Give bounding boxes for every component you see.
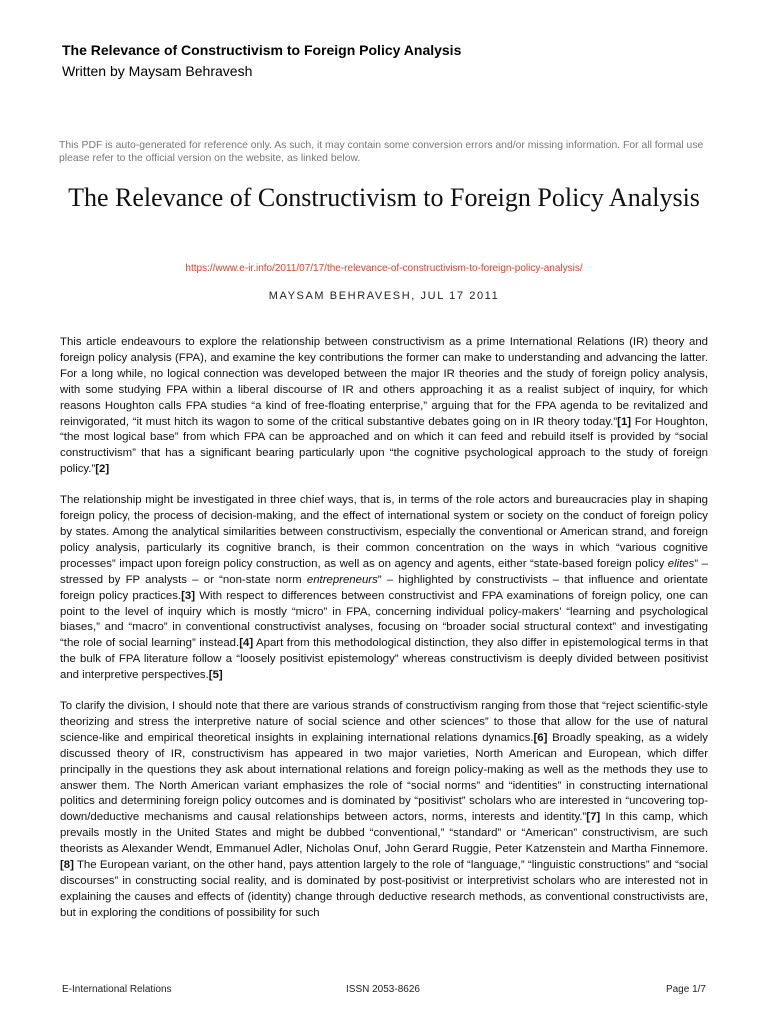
footnote-ref-2[interactable]: [2] <box>95 463 110 476</box>
paragraph-3 <box>60 699 708 922</box>
source-url-link[interactable]: https://www.e-ir.info/2011/07/17/the-relevance-of-constructivism-to-foreign-policy-analysis/ <box>185 263 583 274</box>
italic-run: elites <box>667 557 695 570</box>
article-body <box>60 335 708 937</box>
footnote-ref-4[interactable]: [4] <box>239 637 254 650</box>
conversion-notice: This PDF is auto-generated for reference only. As such, it may contain some conversion errors and/or missing information. For all formal use please refer to the official version on the website, as linked below. <box>59 140 704 164</box>
paragraph-1 <box>60 335 708 478</box>
text-run: Apart from this methodological distinction, they also differ in epistemological terms in that the bulk of FPA literature follow a “loosely positivist epistemology” whereas constructivism is deeply divided between positivist and interpretive perspectives. <box>60 637 708 682</box>
text-run: For Houghton, “the most logical base” from which FPA can be approached and on which it can feed and rebuild itself is provided by “social constructivism” that has a significant bearing particularly upon “the cognitive psychological approach to the study of foreign policy.” <box>60 415 708 476</box>
header-author: Written by Maysam Behravesh <box>62 63 253 79</box>
text-run: Broadly speaking, as a widely discussed theory of IR, constructivism has appeared in two major varieties, North American and European, which differ principally in the questions they ask about international relations and foreign policy-making as well as the methods they use to answer them. The North American variant emphasizes the role of “social norms” and “identities” in constructing international politics and determining foreign policy outcomes and is dominated by “positivist” scholars who are interested in “uncovering top-down/deductive mechanisms and causal relationships between actors, norms, interests and identity.” <box>60 731 708 824</box>
text-run: This article endeavours to explore the relationship between constructivism as a prime International Relations (IR) theory and foreign policy analysis (FPA), and examine the key contributions the former can make to understanding and advancing the latter. For a long while, no logical connection was developed between the major IR theories and the study of foreign policy analysis, with some studying FPA within a liberal discourse of IR and others approaching it as a realist subject of inquiry, for which reasons Houghton calls FPA studies “a kind of free-floating enterprise,” arguing that for the FPA agenda to be revitalized and reinvigorated, “it must hitch its wagon to some of the critical substantive debates going on in IR theory today.” <box>60 336 708 428</box>
italic-run: entrepreneurs <box>306 573 378 586</box>
footer-page-number: Page 1/7 <box>665 984 706 995</box>
text-run: ” – highlighted by constructivists – that influence and orientate foreign policy practices. <box>60 573 709 602</box>
article-byline: MAYSAM BEHRAVESH, JUL 17 2011 <box>268 290 500 302</box>
text-run: The relationship might be investigated in three chief ways, that is, in terms of the role actors and bureaucracies play in shaping foreign policy, the process of decision-making, and the effect of international system or society on the conduct of foreign policy by states. Among the analytical similarities between constructivism, especially the conventional or American strand, and foreign policy analysis, particularly its cognitive branch, is their common concentration on the ways in which “various cognitive processes” impact upon foreign policy construction, as well as on agency and agents, either “state-based foreign policy <box>60 494 708 570</box>
footnote-ref-6[interactable]: [6] <box>533 731 548 744</box>
paragraph-2 <box>60 493 708 684</box>
text-run: To clarify the division, I should note that there are various strands of constructivism ranging from those that “reject scientific-style theorizing and stress the interpretive nature of social science and other sciences” to those that allow for the use of natural science-like and empirical theoretical insights in explaining international relations dynamics. <box>60 700 708 744</box>
footer-issn: ISSN 2053-8626 <box>346 984 420 995</box>
article-title: The Relevance of Constructivism to Foreign Policy Analysis <box>68 183 700 212</box>
footnote-ref-5[interactable]: [5] <box>208 669 223 682</box>
text-run: In this camp, which prevails mostly in the United States and might be dubbed “conventional,” “standard” or “American” constructivism, are such theorists as Alexander Wendt, Emmanuel Adler, Nicholas Onuf, John Gerard Ruggie, Peter Katzenstein and Martha Finnemore. <box>60 811 708 856</box>
footnote-ref-1[interactable]: [1] <box>617 415 632 428</box>
text-run: The European variant, on the other hand, pays attention largely to the role of “language,” “linguistic constructions” and “social discourses” in constructing social reality, and is dominated by post-positivist or interpretivist scholars who are interested not in explaining the causes and effects of (identity) change through deductive research methods, as conventional constructivists are, but in exploring the conditions of possibility for such <box>60 859 708 919</box>
footnote-ref-8[interactable]: [8] <box>60 859 74 872</box>
footnote-ref-3[interactable]: [3] <box>181 589 196 602</box>
header-title: The Relevance of Constructivism to Foreign Policy Analysis <box>62 42 462 58</box>
footer-publisher: E-International Relations <box>62 984 172 995</box>
text-run: ” – stressed by FP analysts – or “non-state norm <box>60 557 708 586</box>
text-run: With respect to differences between constructivist and FPA examinations of foreign policy, one can point to the level of inquiry which is mostly “micro” in FPA, concerning individual policy-makers’ “learning and psychological biases,” and “macro” in conventional constructivist analyses, focusing on “broader social structural context” and investigating “the role of social learning” instead. <box>60 589 708 650</box>
footnote-ref-7[interactable]: [7] <box>586 811 601 824</box>
